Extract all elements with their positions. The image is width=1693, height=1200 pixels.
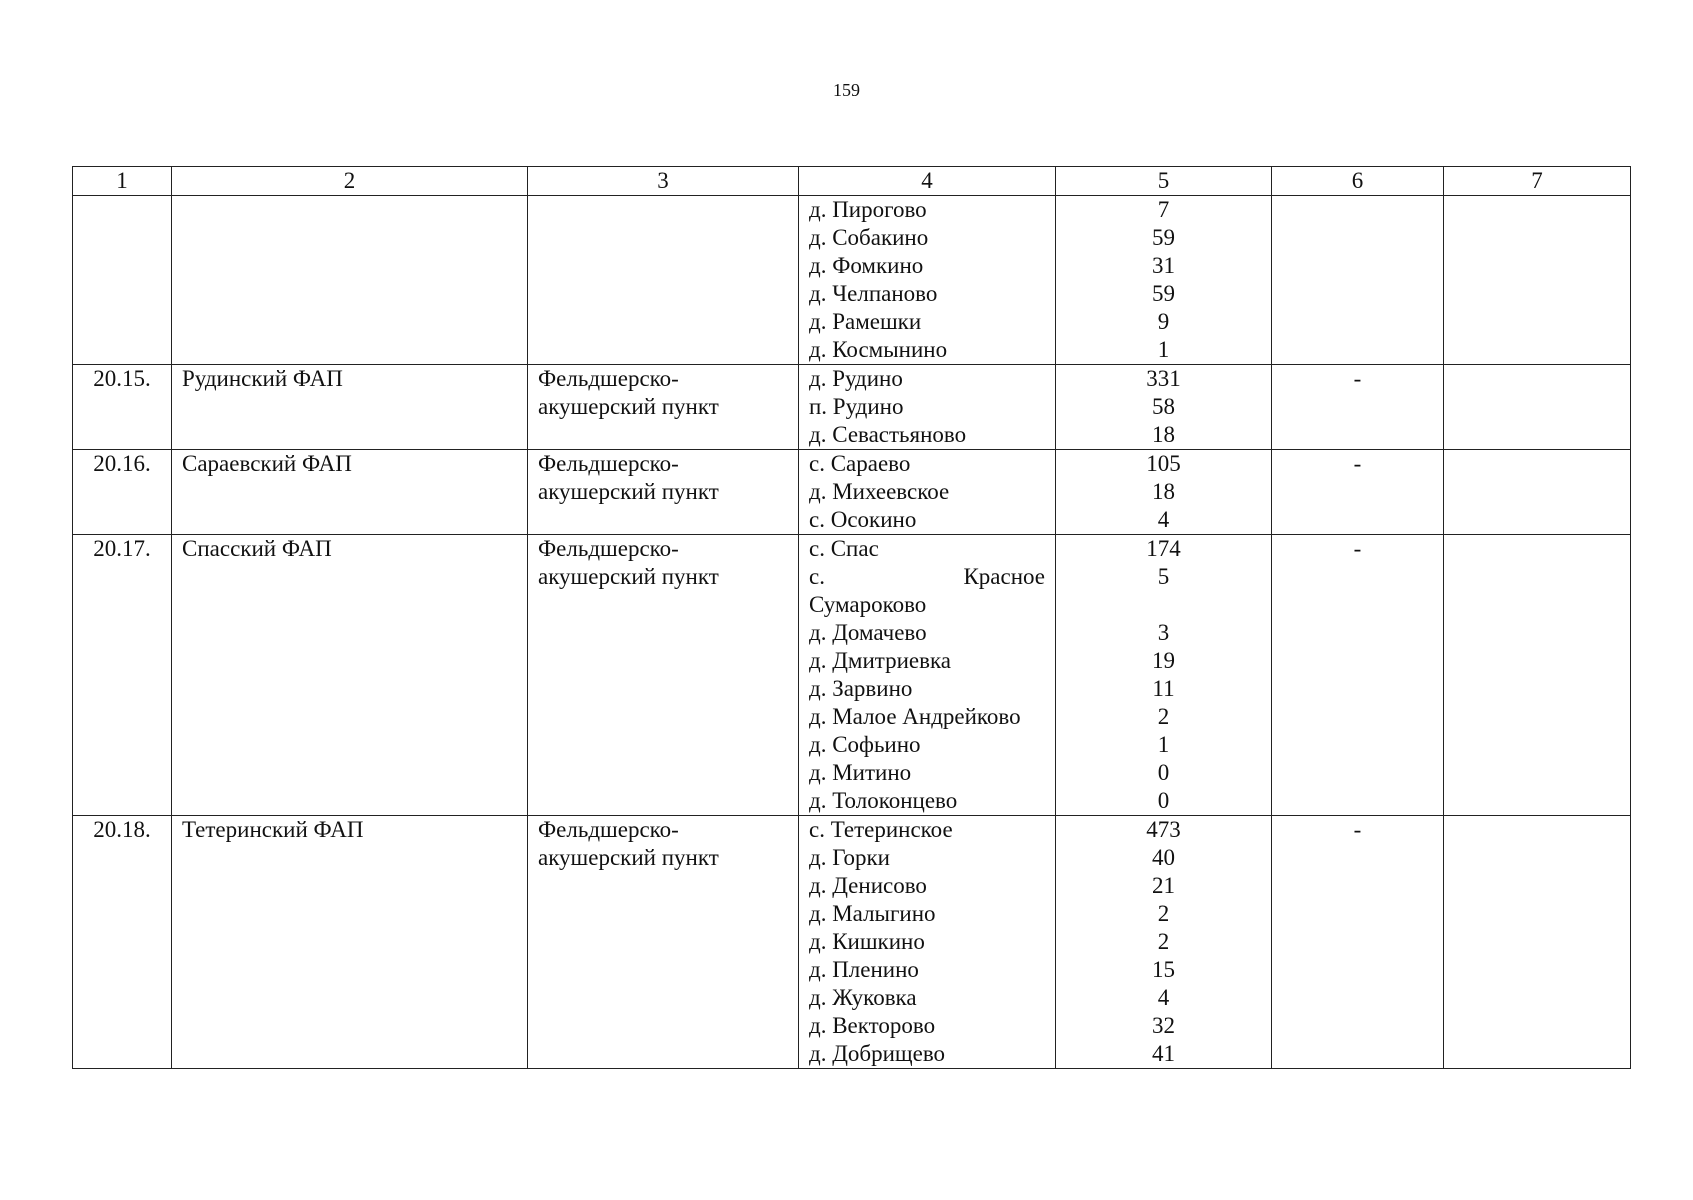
population-count: 331	[1146, 366, 1181, 391]
population-count: 7	[1157, 197, 1170, 222]
place-name: д. Толоконцево	[809, 788, 958, 813]
population-count: 4	[1157, 507, 1170, 532]
place-name: д. Собакино	[809, 225, 929, 250]
header-col-4: 4	[799, 167, 1056, 196]
header-col-5: 5	[1056, 167, 1272, 196]
table-header-row	[73, 167, 1631, 196]
cell-type	[528, 535, 799, 816]
place-name: д. Рудино	[809, 366, 903, 391]
type-line: Фельдшерско-	[538, 366, 679, 391]
cell-type	[528, 816, 799, 1069]
cell-col6: -	[1272, 535, 1444, 816]
table-row-20-15	[73, 365, 1631, 450]
place-name: д. Домачево	[809, 620, 927, 645]
population-count: 105	[1146, 451, 1181, 476]
place-name: с. Спас	[809, 536, 879, 561]
cell-num: 20.15.	[73, 365, 172, 450]
population-count: 18	[1152, 422, 1175, 447]
cell-col7	[1444, 816, 1631, 1069]
population-count: 0	[1157, 788, 1170, 813]
population-count: 9	[1157, 309, 1170, 334]
place-name: д. Добрищево	[809, 1041, 946, 1066]
cell-col7	[1444, 535, 1631, 816]
population-count: 174	[1146, 536, 1181, 561]
population-count: 59	[1152, 225, 1175, 250]
place-name: д. Космынино	[809, 337, 948, 362]
header-col-3: 3	[528, 167, 799, 196]
place-name: д. Михеевское	[809, 479, 950, 504]
place-name: с. Осокино	[809, 507, 917, 532]
place-name: д. Софьино	[809, 732, 921, 757]
population-count: 1	[1157, 337, 1170, 362]
place-name: д. Денисово	[809, 873, 927, 898]
place-name: Сумароково	[809, 592, 927, 617]
cell-counts	[1056, 365, 1272, 450]
population-count: 19	[1152, 648, 1175, 673]
header-col-7: 7	[1444, 167, 1631, 196]
table-row-20-16	[73, 450, 1631, 535]
place-name-part: Красное	[963, 564, 1045, 589]
cell-name: Рудинский ФАП	[172, 365, 528, 450]
place-name: с. Сараево	[809, 451, 911, 476]
population-count: 5	[1157, 564, 1170, 589]
cell-name: Сараевский ФАП	[172, 450, 528, 535]
header-col-2: 2	[172, 167, 528, 196]
cell-col7	[1444, 196, 1631, 365]
header-col-6: 6	[1272, 167, 1444, 196]
cell-places	[799, 535, 1056, 816]
population-count: 59	[1152, 281, 1175, 306]
type-line: Фельдшерско-	[538, 536, 679, 561]
place-name: д. Пленино	[809, 957, 919, 982]
place-name: д. Зарвино	[809, 676, 913, 701]
cell-name	[172, 196, 528, 365]
population-count: 18	[1152, 479, 1175, 504]
place-name: д. Челпаново	[809, 281, 938, 306]
cell-num: 20.18.	[73, 816, 172, 1069]
cell-col7	[1444, 365, 1631, 450]
place-name: д. Кишкино	[809, 929, 925, 954]
place-name: д. Фомкино	[809, 253, 924, 278]
place-name: д. Севастьяново	[809, 422, 967, 447]
place-name: д. Пирогово	[809, 197, 927, 222]
cell-counts	[1056, 196, 1272, 365]
population-count: 0	[1157, 760, 1170, 785]
place-name: с. Тетеринское	[809, 817, 953, 842]
population-count: 40	[1152, 845, 1175, 870]
place-name: д. Рамешки	[809, 309, 922, 334]
place-name: д. Малое Андрейково	[809, 704, 1021, 729]
cell-col7	[1444, 450, 1631, 535]
cell-type	[528, 450, 799, 535]
population-count: 11	[1152, 676, 1175, 701]
cell-name: Спасский ФАП	[172, 535, 528, 816]
type-line: акушерский пункт	[538, 394, 719, 419]
table-row-20-18	[73, 816, 1631, 1069]
cell-col6: -	[1272, 450, 1444, 535]
place-name-part: с.	[809, 564, 825, 589]
cell-col6	[1272, 196, 1444, 365]
population-count: 2	[1157, 929, 1170, 954]
cell-num: 20.17.	[73, 535, 172, 816]
cell-name: Тетеринский ФАП	[172, 816, 528, 1069]
cell-places	[799, 816, 1056, 1069]
type-line: акушерский пункт	[538, 479, 719, 504]
type-line: акушерский пункт	[538, 845, 719, 870]
cell-num	[73, 196, 172, 365]
cell-places	[799, 365, 1056, 450]
cell-places	[799, 196, 1056, 365]
cell-col6: -	[1272, 816, 1444, 1069]
place-name: п. Рудино	[809, 394, 904, 419]
header-col-1: 1	[73, 167, 172, 196]
population-count: 2	[1157, 704, 1170, 729]
cell-type	[528, 365, 799, 450]
population-count	[1066, 591, 1261, 619]
place-name: д. Горки	[809, 845, 890, 870]
type-line: Фельдшерско-	[538, 817, 679, 842]
cell-counts	[1056, 450, 1272, 535]
place-name: д. Малыгино	[809, 901, 936, 926]
cell-type	[528, 196, 799, 365]
type-line: Фельдшерско-	[538, 451, 679, 476]
population-count: 1	[1157, 732, 1170, 757]
place-name: д. Векторово	[809, 1013, 936, 1038]
cell-num: 20.16.	[73, 450, 172, 535]
population-count: 15	[1152, 957, 1175, 982]
population-count: 58	[1152, 394, 1175, 419]
population-count: 2	[1157, 901, 1170, 926]
population-count: 3	[1157, 620, 1170, 645]
population-count: 31	[1152, 253, 1175, 278]
page-number: 159	[833, 80, 860, 100]
cell-counts	[1056, 535, 1272, 816]
place-name: д. Дмитриевка	[809, 648, 951, 673]
population-count: 41	[1152, 1041, 1175, 1066]
place-name: д. Жуковка	[809, 985, 917, 1010]
cell-col6: -	[1272, 365, 1444, 450]
population-count: 4	[1157, 985, 1170, 1010]
population-count: 473	[1146, 817, 1181, 842]
cell-counts	[1056, 816, 1272, 1069]
table-row-continuation	[73, 196, 1631, 365]
population-count: 32	[1152, 1013, 1175, 1038]
population-count: 21	[1152, 873, 1175, 898]
place-name-justified	[809, 563, 1045, 591]
settlements-table	[72, 166, 1631, 1069]
type-line: акушерский пункт	[538, 564, 719, 589]
place-name: д. Митино	[809, 760, 912, 785]
cell-places	[799, 450, 1056, 535]
table-row-20-17	[73, 535, 1631, 816]
